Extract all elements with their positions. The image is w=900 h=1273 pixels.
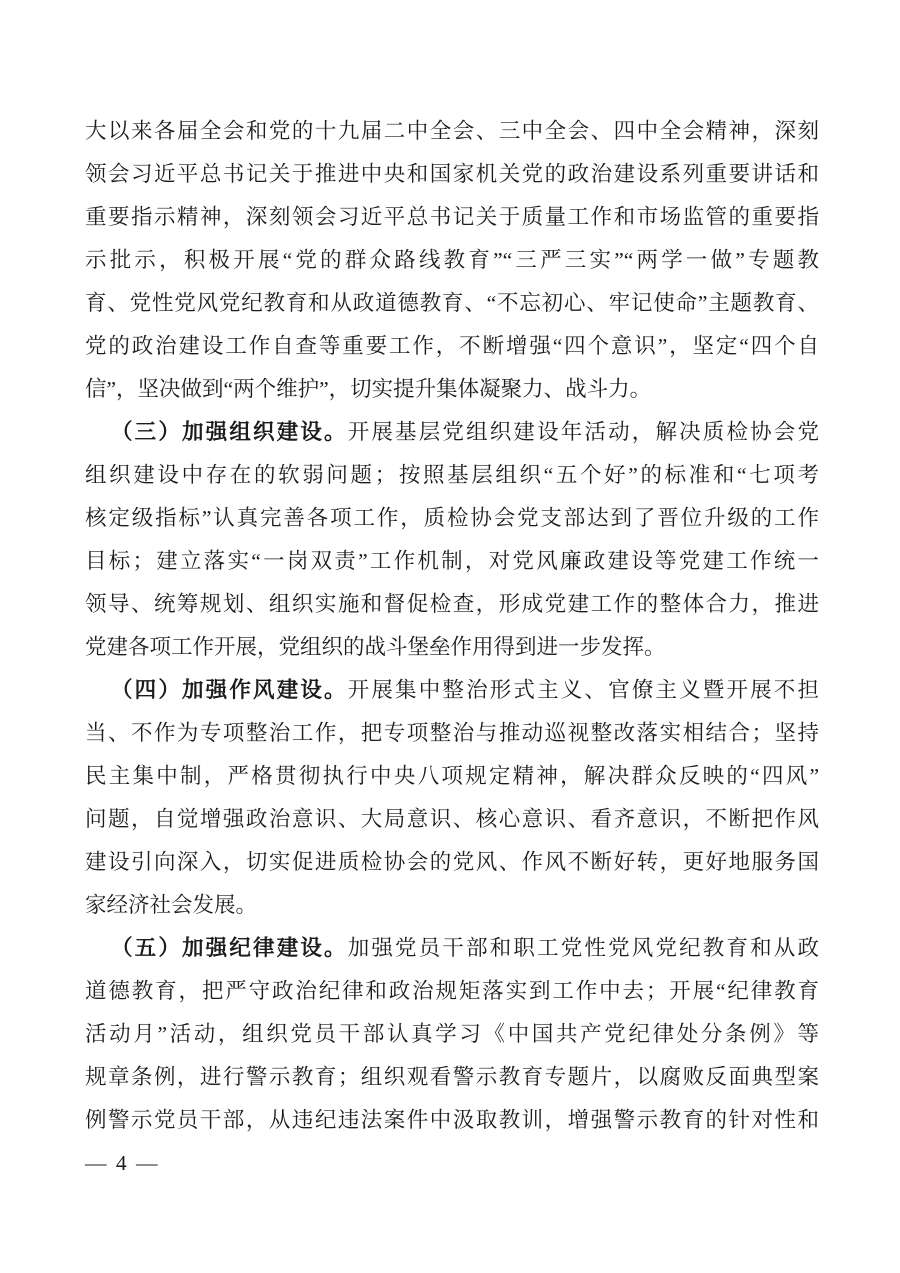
text-line: 民主集中制，严格贯彻执行中央八项规定精神，解决群众反映的“四风” [85,764,819,788]
section-heading: （五）加强纪律建设。 [111,936,348,960]
text-line: 建设引向深入，切实促进质检协会的党风、作风不断好转，更好地服务国 [85,850,819,874]
text-line: 信”，坚决做到“两个维护”，切实提升集体凝聚力、战斗力。 [85,377,652,401]
text-line: 道德教育，把严守政治纪律和政治规矩落实到工作中去；开展“纪律教育 [85,979,819,1003]
text-line: 领会习近平总书记关于推进中央和国家机关党的政治建设系列重要讲话和 [85,162,819,186]
section-heading: （四）加强作风建设。 [111,678,348,702]
text-line: 目标；建立落实“一岗双责”工作机制，对党风廉政建设等党建工作统一 [85,549,819,573]
text-line: 活动月”活动，组织党员干部认真学习《中国共产党纪律处分条例》等 [85,1022,819,1046]
text-line: 领导、统筹规划、组织实施和督促检查，形成党建工作的整体合力，推进 [85,592,819,616]
text-line: 示批示，积极开展“党的群众路线教育”“三严三实”“两学一做”专题教 [85,248,819,272]
text-run: 开展集中整治形式主义、官僚主义暨开展不担 [347,678,819,702]
text-line: 育、党性党风党纪教育和从政道德教育、“不忘初心、牢记使命”主题教育、 [85,291,819,315]
text-line [85,669,819,712]
text-line: 例警示党员干部，从违纪违法案件中汲取教训，增强警示教育的针对性和 [85,1108,819,1132]
text-run: 加强党员干部和职工党性党风党纪教育和从政 [347,936,819,960]
text-line: 规章条例，进行警示教育；组织观看警示教育专题片，以腐败反面典型案 [85,1065,819,1089]
text-line: 核定级指标”认真完善各项工作，质检协会党支部达到了晋位升级的工作 [85,506,819,530]
document-body [85,110,819,1142]
text-line: 当、不作为专项整治工作，把专项整治与推动巡视整改落实相结合；坚持 [85,721,819,745]
section-heading: （三）加强组织建设。 [111,420,348,444]
text-line [85,411,819,454]
page-number: — 4 — [85,1151,160,1175]
text-line: 组织建设中存在的软弱问题；按照基层组织“五个好”的标准和“七项考 [85,463,819,487]
text-line: 重要指示精神，深刻领会习近平总书记关于质量工作和市场监管的重要指 [85,205,819,229]
text-line: 家经济社会发展。 [85,893,258,917]
text-line [85,927,819,970]
text-line: 党建各项工作开展，党组织的战斗堡垒作用得到进一步发挥。 [85,635,666,659]
text-line: 大以来各届全会和党的十九届二中全会、三中全会、四中全会精神，深刻 [85,119,819,143]
text-run: 开展基层党组织建设年活动，解决质检协会党 [347,420,819,444]
text-line: 问题，自觉增强政治意识、大局意识、核心意识、看齐意识，不断把作风 [85,807,819,831]
text-line: 党的政治建设工作自查等重要工作，不断增强“四个意识”，坚定“四个自 [85,334,819,358]
